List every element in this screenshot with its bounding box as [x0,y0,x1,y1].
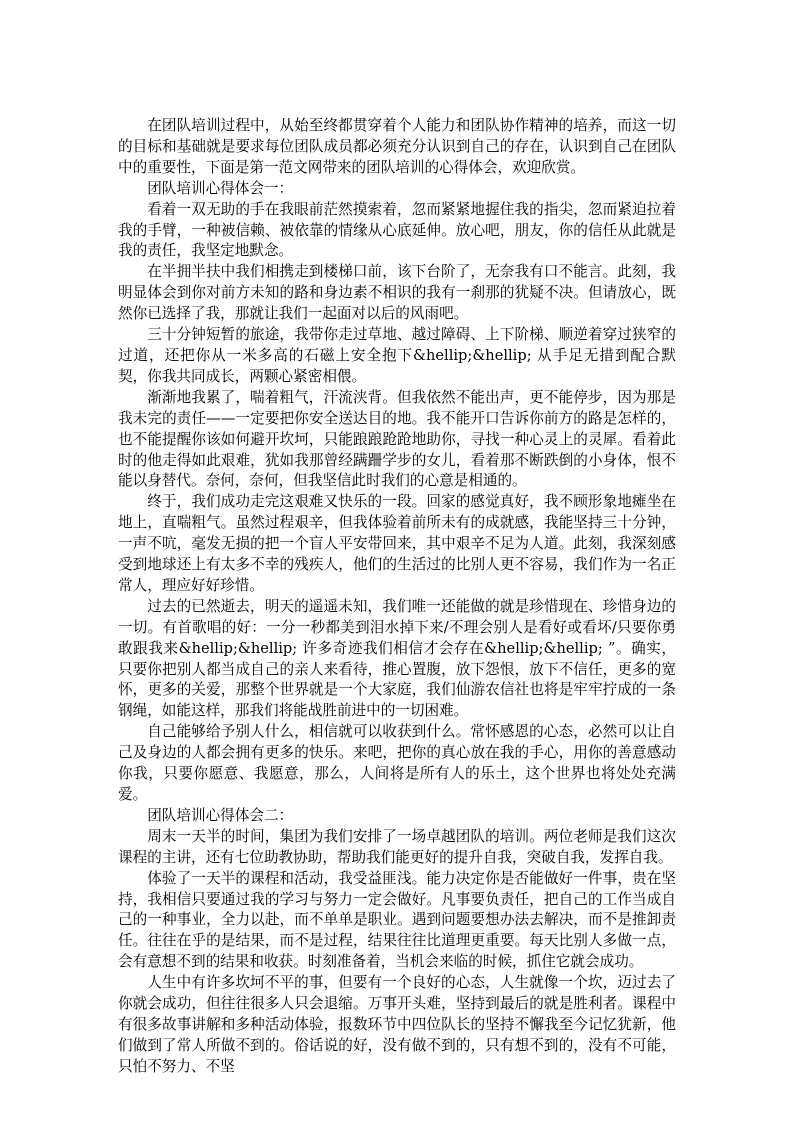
body-paragraph: 渐渐地我累了，喘着粗气，汗流浃背。但我依然不能出声，更不能停步，因为那是我未完的责任——一定要把你安全送达目的地。我不能开口告诉你前方的路是怎样的，也不能提醒你该如何避开坎坷，只能踉踉跄跄地助你，寻找一种心灵上的灵犀。看着此时的他走得如此艰难，犹如我那曾经蹒跚学步的女儿，看着那不断跌倒的小身体，恨不能以身替代。奈何，奈何，但我坚信此时我们的心意是相通的。 [118,388,676,490]
body-paragraph: 过去的已然逝去，明天的遥遥未知，我们唯一还能做的就是珍惜现在、珍惜身边的一切。有首歌唱的好：一分一秒都美到泪水掉下来/不理会别人是看好或看坏/只要你勇敢跟我来&hellip;&hellip; 许多奇迹我们相信才会存在&hellip;&hellip; ”。确实，只要你把别人都当成自己的亲人来看待，推心置腹，放下怨恨，放下不信任，更多的宽怀，更多的关爱，那整个世界就是一个大家庭，我们仙游农信社也将是牢牢拧成的一条钢绳，如能这样，那我们将能战胜前进中的一切困难。 [118,597,676,720]
body-paragraph: 在半拥半扶中我们相携走到楼梯口前，该下台阶了，无奈我有口不能言。此刻，我明显体会到你对前方未知的路和身边素不相识的我有一刹那的犹疑不决。但请放心，既然你已选择了我，那就让我们一起面对以后的风雨吧。 [118,263,676,323]
body-paragraph: 自己能够给予别人什么，相信就可以收获到什么。常怀感恩的心态，必然可以让自己及身边的人都会拥有更多的快乐。来吧，把你的真心放在我的手心，用你的善意感动你我，只要你愿意、我愿意，那么，人间将是所有人的乐土，这个世界也将处处充满爱。 [118,723,676,803]
body-paragraph: 看着一双无助的手在我眼前茫然摸索着，忽而紧紧地握住我的指尖，忽而紧迫拉着我的手臂，一种被信赖、被依靠的情缘从心底延伸。放心吧，朋友，你的信任从此就是我的责任，我坚定地默念。 [118,200,676,260]
body-paragraph: 人生中有许多坎坷不平的事，但要有一个良好的心态，人生就像一个坎，迈过去了你就会成功，但往往很多人只会退缩。万事开头难，坚持到最后的就是胜利者。课程中有很多故事讲解和多种活动体验，报数环节中四位队长的坚持不懈我至今记忆犹新，他们做到了常人所做不到的。俗话说的好，没有做不到的，只有想不到的，没有不可能，只怕不努力、不坚 [118,974,676,1075]
body-paragraph: 三十分钟短暂的旅途，我带你走过草地、越过障碍、上下阶梯、顺逆着穿过狭窄的过道，还把你从一米多高的石磁上安全抱下&hellip;&hellip; 从手足无措到配合默契，你我共同成长，两颗心紧密相偎。 [118,326,676,385]
body-paragraph: 周末一天半的时间，集团为我们安排了一场卓越团队的培训。两位老师是我们这次课程的主讲，还有七位助教协助，帮助我们能更好的提升自我，突破自我，发挥自我。 [118,827,676,866]
body-paragraph: 终于，我们成功走完这艰难又快乐的一段。回家的感觉真好，我不顾形象地瘫坐在地上，直喘粗气。虽然过程艰辛，但我体验着前所未有的成就感，我能坚持三十分钟，一声不吭，毫发无损的把一个盲人平安带回来，其中艰辛不足为人道。此刻，我深刻感受到地球还上有太多不幸的残疾人，他们的生活过的比别人更不容易，我们作为一名正常人，理应好好珍惜。 [118,493,676,594]
document-body [118,116,676,1078]
intro-paragraph: 在团队培训过程中，从始至终都贯穿着个人能力和团队协作精神的培养，而这一切的目标和基础就是要求每位团队成员都必须充分认识到自己的存在，认识到自己在团队中的重要性，下面是第一范文网带来的团队培训的心得体会，欢迎欣赏。 [118,117,676,176]
section-heading-one: 团队培训心得体会一： [147,179,294,197]
body-paragraph: 体验了一天半的课程和活动，我受益匪浅。能力决定你是否能做好一件事，贵在坚持，我相信只要通过我的学习与努力一定会做好。凡事要负责任，把自己的工作当成自己的一种事业，全力以赴，而不单单是职业。遇到问题要想办法去解决，而不是推卸责任。往往在乎的是结果，而不是过程，结果往往比道理更重要。每天比别人多做一点，会有意想不到的结果和收获。时刻准备着，当机会来临的时候，抓住它就会成功。 [118,869,676,971]
section-heading-two: 团队培训心得体会二： [147,806,294,824]
